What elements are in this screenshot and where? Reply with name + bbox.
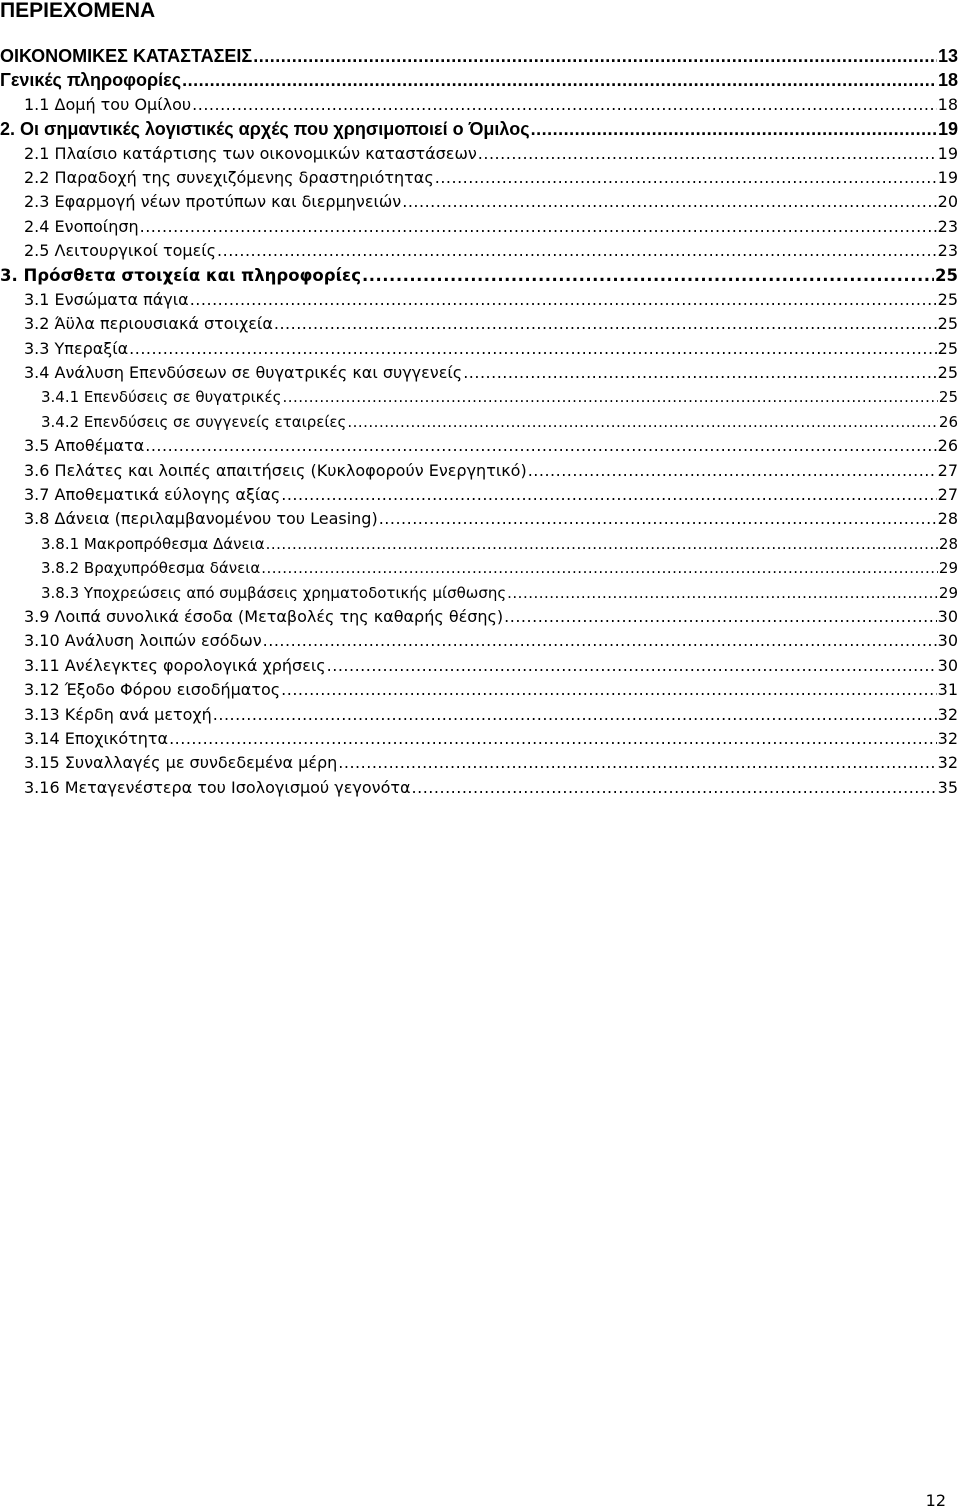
toc-dot-leader bbox=[140, 215, 937, 239]
toc-entry-label: 3.15 Συναλλαγές με συνδεδεμένα μέρη bbox=[24, 753, 338, 773]
toc-entry-page: 30 bbox=[937, 631, 958, 651]
toc-entry-label: 1.1 Δομή του Ομίλου bbox=[24, 94, 192, 114]
toc-entry[interactable] bbox=[0, 459, 958, 483]
toc-dot-leader bbox=[217, 239, 937, 263]
toc-entry-label: 3.16 Μεταγενέστερα του Ισολογισμού γεγονότα bbox=[24, 777, 411, 797]
toc-entry-page: 25 bbox=[938, 388, 958, 407]
toc-entry[interactable] bbox=[0, 727, 958, 751]
toc-dot-leader bbox=[402, 190, 936, 214]
toc-dot-leader bbox=[282, 385, 937, 409]
toc-entry[interactable] bbox=[0, 93, 958, 117]
toc-entry-page: 19 bbox=[937, 143, 958, 163]
toc-dot-leader bbox=[507, 581, 938, 605]
toc-entry[interactable] bbox=[0, 581, 958, 605]
toc-entry[interactable] bbox=[0, 239, 958, 263]
toc-entry-label: 3.8.3 Υποχρεώσεις από συμβάσεις χρηματοδοτικής μίσθωσης bbox=[41, 583, 507, 602]
toc-entry-label: 2.3 Εφαρμογή νέων προτύπων και διερμηνειών bbox=[24, 192, 402, 212]
toc-entry-page: 35 bbox=[937, 777, 958, 797]
toc-dot-leader bbox=[435, 166, 937, 190]
toc-dot-leader bbox=[266, 532, 938, 556]
toc-entry-label: 3.13 Κέρδη ανά μετοχή bbox=[24, 704, 212, 724]
toc-entry[interactable] bbox=[0, 532, 958, 556]
toc-entry-label: 3.10 Ανάλυση λοιπών εσόδων bbox=[24, 631, 262, 651]
toc-entry-label: 2. Οι σημαντικές λογιστικές αρχές που χρησιμοποιεί ο Όμιλος bbox=[0, 119, 530, 140]
toc-dot-leader bbox=[263, 629, 937, 653]
toc-dot-leader bbox=[379, 507, 937, 531]
toc-entry-label: 3. Πρόσθετα στοιχεία και πληροφορίες bbox=[0, 265, 361, 285]
toc-entry[interactable] bbox=[0, 751, 958, 775]
toc-dot-leader bbox=[190, 288, 937, 312]
toc-entry[interactable] bbox=[0, 142, 958, 166]
toc-entry[interactable] bbox=[0, 215, 958, 239]
toc-entry-page: 31 bbox=[937, 680, 958, 700]
toc-entry-label: 3.8 Δάνεια (περιλαμβανομένου του Leasing) bbox=[24, 509, 378, 529]
toc-entry[interactable] bbox=[0, 68, 958, 92]
toc-entry[interactable] bbox=[0, 288, 958, 312]
toc-entry[interactable] bbox=[0, 678, 958, 702]
toc-entry-label: 3.9 Λοιπά συνολικά έσοδα (Μεταβολές της καθαρής θέσης) bbox=[24, 606, 504, 626]
toc-entry-label: 3.4.1 Επενδύσεις σε θυγατρικές bbox=[41, 388, 282, 407]
toc-dot-leader bbox=[531, 117, 937, 141]
toc-entry-page: 19 bbox=[937, 167, 958, 187]
toc-entry-page: 25 bbox=[935, 265, 958, 285]
toc-entry[interactable] bbox=[0, 629, 958, 653]
toc-entry[interactable] bbox=[0, 337, 958, 361]
toc-dot-leader bbox=[213, 703, 937, 727]
toc-dot-leader bbox=[478, 142, 937, 166]
toc-entry[interactable] bbox=[0, 190, 958, 214]
toc-entry-label: 2.5 Λειτουργικοί τομείς bbox=[24, 241, 217, 261]
toc-entry-page: 27 bbox=[937, 460, 958, 480]
toc-entry-page: 25 bbox=[937, 289, 958, 309]
toc-entry[interactable] bbox=[0, 776, 958, 800]
toc-entry[interactable] bbox=[0, 703, 958, 727]
toc-entry-page: 28 bbox=[938, 534, 958, 553]
toc-entry-page: 18 bbox=[937, 70, 958, 91]
toc-dot-leader bbox=[338, 751, 936, 775]
toc-entry-label: 3.2 Άϋλα περιουσιακά στοιχεία bbox=[24, 314, 273, 334]
toc-entry-page: 25 bbox=[937, 363, 958, 383]
toc-entry-page: 18 bbox=[937, 94, 958, 114]
toc-entry-page: 25 bbox=[937, 314, 958, 334]
toc-entry-label: 3.7 Αποθεματικά εύλογης αξίας bbox=[24, 485, 281, 505]
toc-dot-leader bbox=[169, 727, 937, 751]
toc-entry-page: 23 bbox=[937, 216, 958, 236]
toc-entry-page: 26 bbox=[938, 412, 958, 431]
toc-dot-leader bbox=[253, 44, 937, 68]
toc-entry-page: 29 bbox=[938, 559, 958, 578]
toc-entry-label: 3.1 Ενσώματα πάγια bbox=[24, 289, 189, 309]
toc-entry-page: 26 bbox=[937, 436, 958, 456]
toc-entry-page: 23 bbox=[937, 241, 958, 261]
toc-entry-label: 3.4 Ανάλυση Επενδύσεων σε θυγατρικές και συγγενείς bbox=[24, 363, 463, 383]
toc-dot-leader bbox=[412, 776, 937, 800]
toc-title: ΠΕΡΙΕΧΟΜΕΝΑ bbox=[0, 0, 156, 22]
toc-entry-label: 2.1 Πλαίσιο κατάρτισης των οικονομικών καταστάσεων bbox=[24, 143, 477, 163]
toc-dot-leader bbox=[504, 605, 936, 629]
toc-entry-label: 3.8.2 Βραχυπρόθεσμα δάνεια bbox=[41, 559, 261, 578]
toc-entry[interactable] bbox=[0, 654, 958, 678]
toc-entry-page: 32 bbox=[937, 728, 958, 748]
toc-entry-label: 2.4 Ενοποίηση bbox=[24, 216, 139, 236]
toc-entry-page: 29 bbox=[938, 583, 958, 602]
toc-entry-label: 3.11 Ανέλεγκτες φορολογικά χρήσεις bbox=[24, 655, 326, 675]
toc-entry-label: 3.6 Πελάτες και λοιπές απαιτήσεις (Κυκλοφορούν Ενεργητικό) bbox=[24, 460, 527, 480]
toc-entry[interactable] bbox=[0, 385, 958, 409]
toc-dot-leader bbox=[182, 68, 937, 92]
toc-dot-leader bbox=[281, 483, 936, 507]
page-number: 12 bbox=[925, 1491, 946, 1510]
toc-entry-label: 3.12 Έξοδο Φόρου εισοδήματος bbox=[24, 680, 281, 700]
table-of-contents bbox=[0, 44, 958, 800]
toc-entry-page: 13 bbox=[937, 46, 958, 66]
toc-entry-page: 28 bbox=[937, 509, 958, 529]
toc-entry[interactable] bbox=[0, 44, 958, 68]
toc-dot-leader bbox=[274, 312, 937, 336]
toc-dot-leader bbox=[528, 459, 937, 483]
toc-entry-page: 32 bbox=[937, 704, 958, 724]
toc-dot-leader bbox=[129, 337, 936, 361]
toc-dot-leader bbox=[192, 93, 937, 117]
toc-entry[interactable] bbox=[0, 605, 958, 629]
toc-dot-leader bbox=[362, 264, 934, 288]
toc-entry-page: 30 bbox=[937, 655, 958, 675]
toc-entry[interactable] bbox=[0, 507, 958, 531]
toc-entry-label: 3.4.2 Επενδύσεις σε συγγενείς εταιρείες bbox=[41, 412, 347, 431]
toc-entry[interactable] bbox=[0, 166, 958, 190]
toc-dot-leader bbox=[281, 678, 936, 702]
toc-entry[interactable] bbox=[0, 410, 958, 434]
toc-entry-label: ΟΙΚΟΝΟΜΙΚΕΣ ΚΑΤΑΣΤΑΣΕΙΣ bbox=[0, 46, 253, 66]
toc-dot-leader bbox=[463, 361, 936, 385]
toc-entry-label: 3.8.1 Μακροπρόθεσμα Δάνεια bbox=[41, 534, 265, 553]
toc-dot-leader bbox=[261, 556, 938, 580]
toc-entry[interactable] bbox=[0, 434, 958, 458]
toc-entry-page: 30 bbox=[937, 606, 958, 626]
toc-entry-label: Γενικές πληροφορίες bbox=[0, 70, 182, 91]
toc-entry-page: 20 bbox=[937, 192, 958, 212]
toc-entry-page: 27 bbox=[937, 485, 958, 505]
toc-entry-label: 3.3 Υπεραξία bbox=[24, 338, 129, 358]
toc-entry-label: 3.5 Αποθέματα bbox=[24, 436, 145, 456]
toc-entry[interactable] bbox=[0, 117, 958, 141]
toc-dot-leader bbox=[327, 654, 937, 678]
toc-entry[interactable] bbox=[0, 483, 958, 507]
toc-entry-page: 19 bbox=[937, 119, 958, 140]
toc-entry-page: 25 bbox=[937, 338, 958, 358]
toc-entry[interactable] bbox=[0, 312, 958, 336]
toc-entry[interactable] bbox=[0, 556, 958, 580]
toc-entry-label: 3.14 Εποχικότητα bbox=[24, 728, 169, 748]
toc-entry-page: 32 bbox=[937, 753, 958, 773]
toc-dot-leader bbox=[145, 434, 936, 458]
toc-dot-leader bbox=[347, 410, 938, 434]
toc-entry[interactable] bbox=[0, 264, 958, 288]
toc-entry-label: 2.2 Παραδοχή της συνεχιζόμενης δραστηριότητας bbox=[24, 167, 434, 187]
toc-entry[interactable] bbox=[0, 361, 958, 385]
